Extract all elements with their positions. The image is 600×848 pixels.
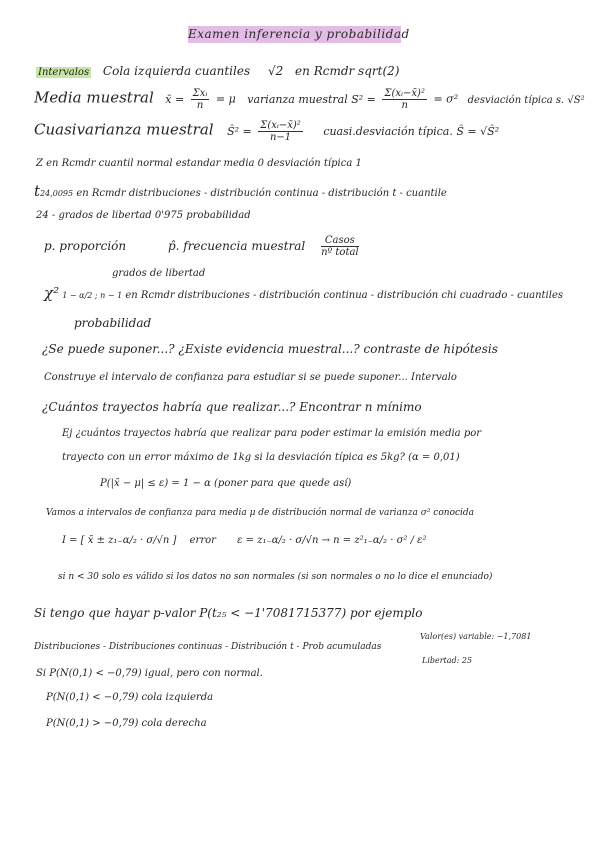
- intro-rest: en Rcmdr sqrt(2): [295, 64, 400, 78]
- ic-line: I = [ x̄ ± z₁₋α/₂ · σ/√n ] error ε = z₁₋α/₂ · σ/√n → n = z²₁₋α/₂ · σ² / ε²: [62, 535, 427, 546]
- varianza-eq: = σ²: [433, 92, 459, 106]
- grados-line: 24 - grados de libertad 0'975 probabilidad: [36, 210, 251, 221]
- media-line: [34, 88, 585, 111]
- media-fraction: $\frac{\text{Σxᵢ}}{n}$: [192, 88, 208, 111]
- proporcion-line: p. proporción p̂. frecuencia muestral $\frac{\text{Casos}}{\text{nº total}}$: [44, 235, 359, 258]
- varianza-fraction: $\frac{\text{Σ(xᵢ−x̄)²}}{n}$: [384, 88, 425, 111]
- cuasi-lhs: Ŝ² =: [227, 124, 252, 138]
- intro-line: [36, 64, 399, 78]
- desviacion-label: desviación típica s. √S²: [467, 94, 585, 106]
- media-label: Media muestral: [34, 88, 154, 107]
- libertad-note: Libertad: 25: [422, 656, 473, 665]
- suponer-line: ¿Se puede suponer...? ¿Existe evidencia muestral...? contraste de hipótesis: [42, 342, 498, 356]
- chi-line: χ² 1 − α/2 ; n − 1 en Rcmdr distribuciones - distribución continua - distribución chi cuadrado - cuantiles: [44, 284, 564, 302]
- vamos-line: Vamos a intervalos de confianza para media μ de distribución normal de varianza σ² conocida: [46, 508, 475, 518]
- page-title: Examen inferencia y probabilidad: [188, 27, 410, 41]
- cuantos-line: ¿Cuántos trayectos habría que realizar...? Encontrar n mínimo: [42, 400, 422, 414]
- grados-libertad-note: grados de libertad: [112, 268, 206, 279]
- n30-line: si n < 30 solo es válido si los datos no son normales (si son normales o no lo dice el enunciado): [58, 572, 493, 582]
- si-normal-line: Si P(N(0,1) < −0,79) igual, pero con normal.: [36, 668, 263, 679]
- cuasi-label: Cuasivarianza muestral: [34, 120, 214, 139]
- intervalos-tag: Intervalos: [38, 67, 90, 78]
- t-line: t24,0095 en Rcmdr distribuciones - distribución continua - distribución t - cuantile: [34, 182, 447, 200]
- media-lhs: x̄ =: [165, 92, 185, 106]
- intro-text: Cola izquierda cuantiles: [102, 64, 251, 78]
- z-line: Z en Rcmdr cuantil normal estandar media 0 desviación típica 1: [36, 158, 362, 169]
- example-line-1: Ej ¿cuántos trayectos habría que realizar para poder estimar la emisión media por: [62, 428, 482, 439]
- construye-line: Construye el intervalo de confianza para estudiar si se puede suponer... Intervalo: [44, 372, 457, 383]
- valor-note: Valor(es) variable: −1,7081: [420, 632, 532, 641]
- cola-izquierda-line: P(N(0,1) < −0,79) cola izquierda: [46, 692, 214, 703]
- pvalor-line: Si tengo que hayar p-valor P(t₂₅ < −1'7081715377) por ejemplo: [34, 606, 423, 620]
- cola-derecha-line: P(N(0,1) > −0,79) cola derecha: [46, 718, 207, 729]
- media-mu: = μ: [215, 92, 236, 106]
- prob-equation: P(|x̄ − μ| ≤ ε) = 1 − α (poner para que quede así): [100, 478, 352, 489]
- varianza-label: varianza muestral S² =: [247, 92, 376, 106]
- example-line-2: trayecto con un error máximo de 1kg si la desviación típica es 5kg? (α = 0,01): [62, 452, 460, 463]
- cuasi-fraction: $\frac{\text{Σ(xᵢ−x̄)²}}{n-1}$: [260, 120, 301, 143]
- cuasi-desv-label: cuasi.desviación típica. Ŝ = √Ŝ²: [323, 124, 500, 138]
- cuasi-line: [34, 120, 499, 143]
- probabilidad-note: probabilidad: [74, 316, 152, 330]
- distrib-line: Distribuciones - Distribuciones continuas - Distribución t - Prob acumuladas: [34, 642, 382, 652]
- sqrt-expr: √2: [267, 64, 284, 78]
